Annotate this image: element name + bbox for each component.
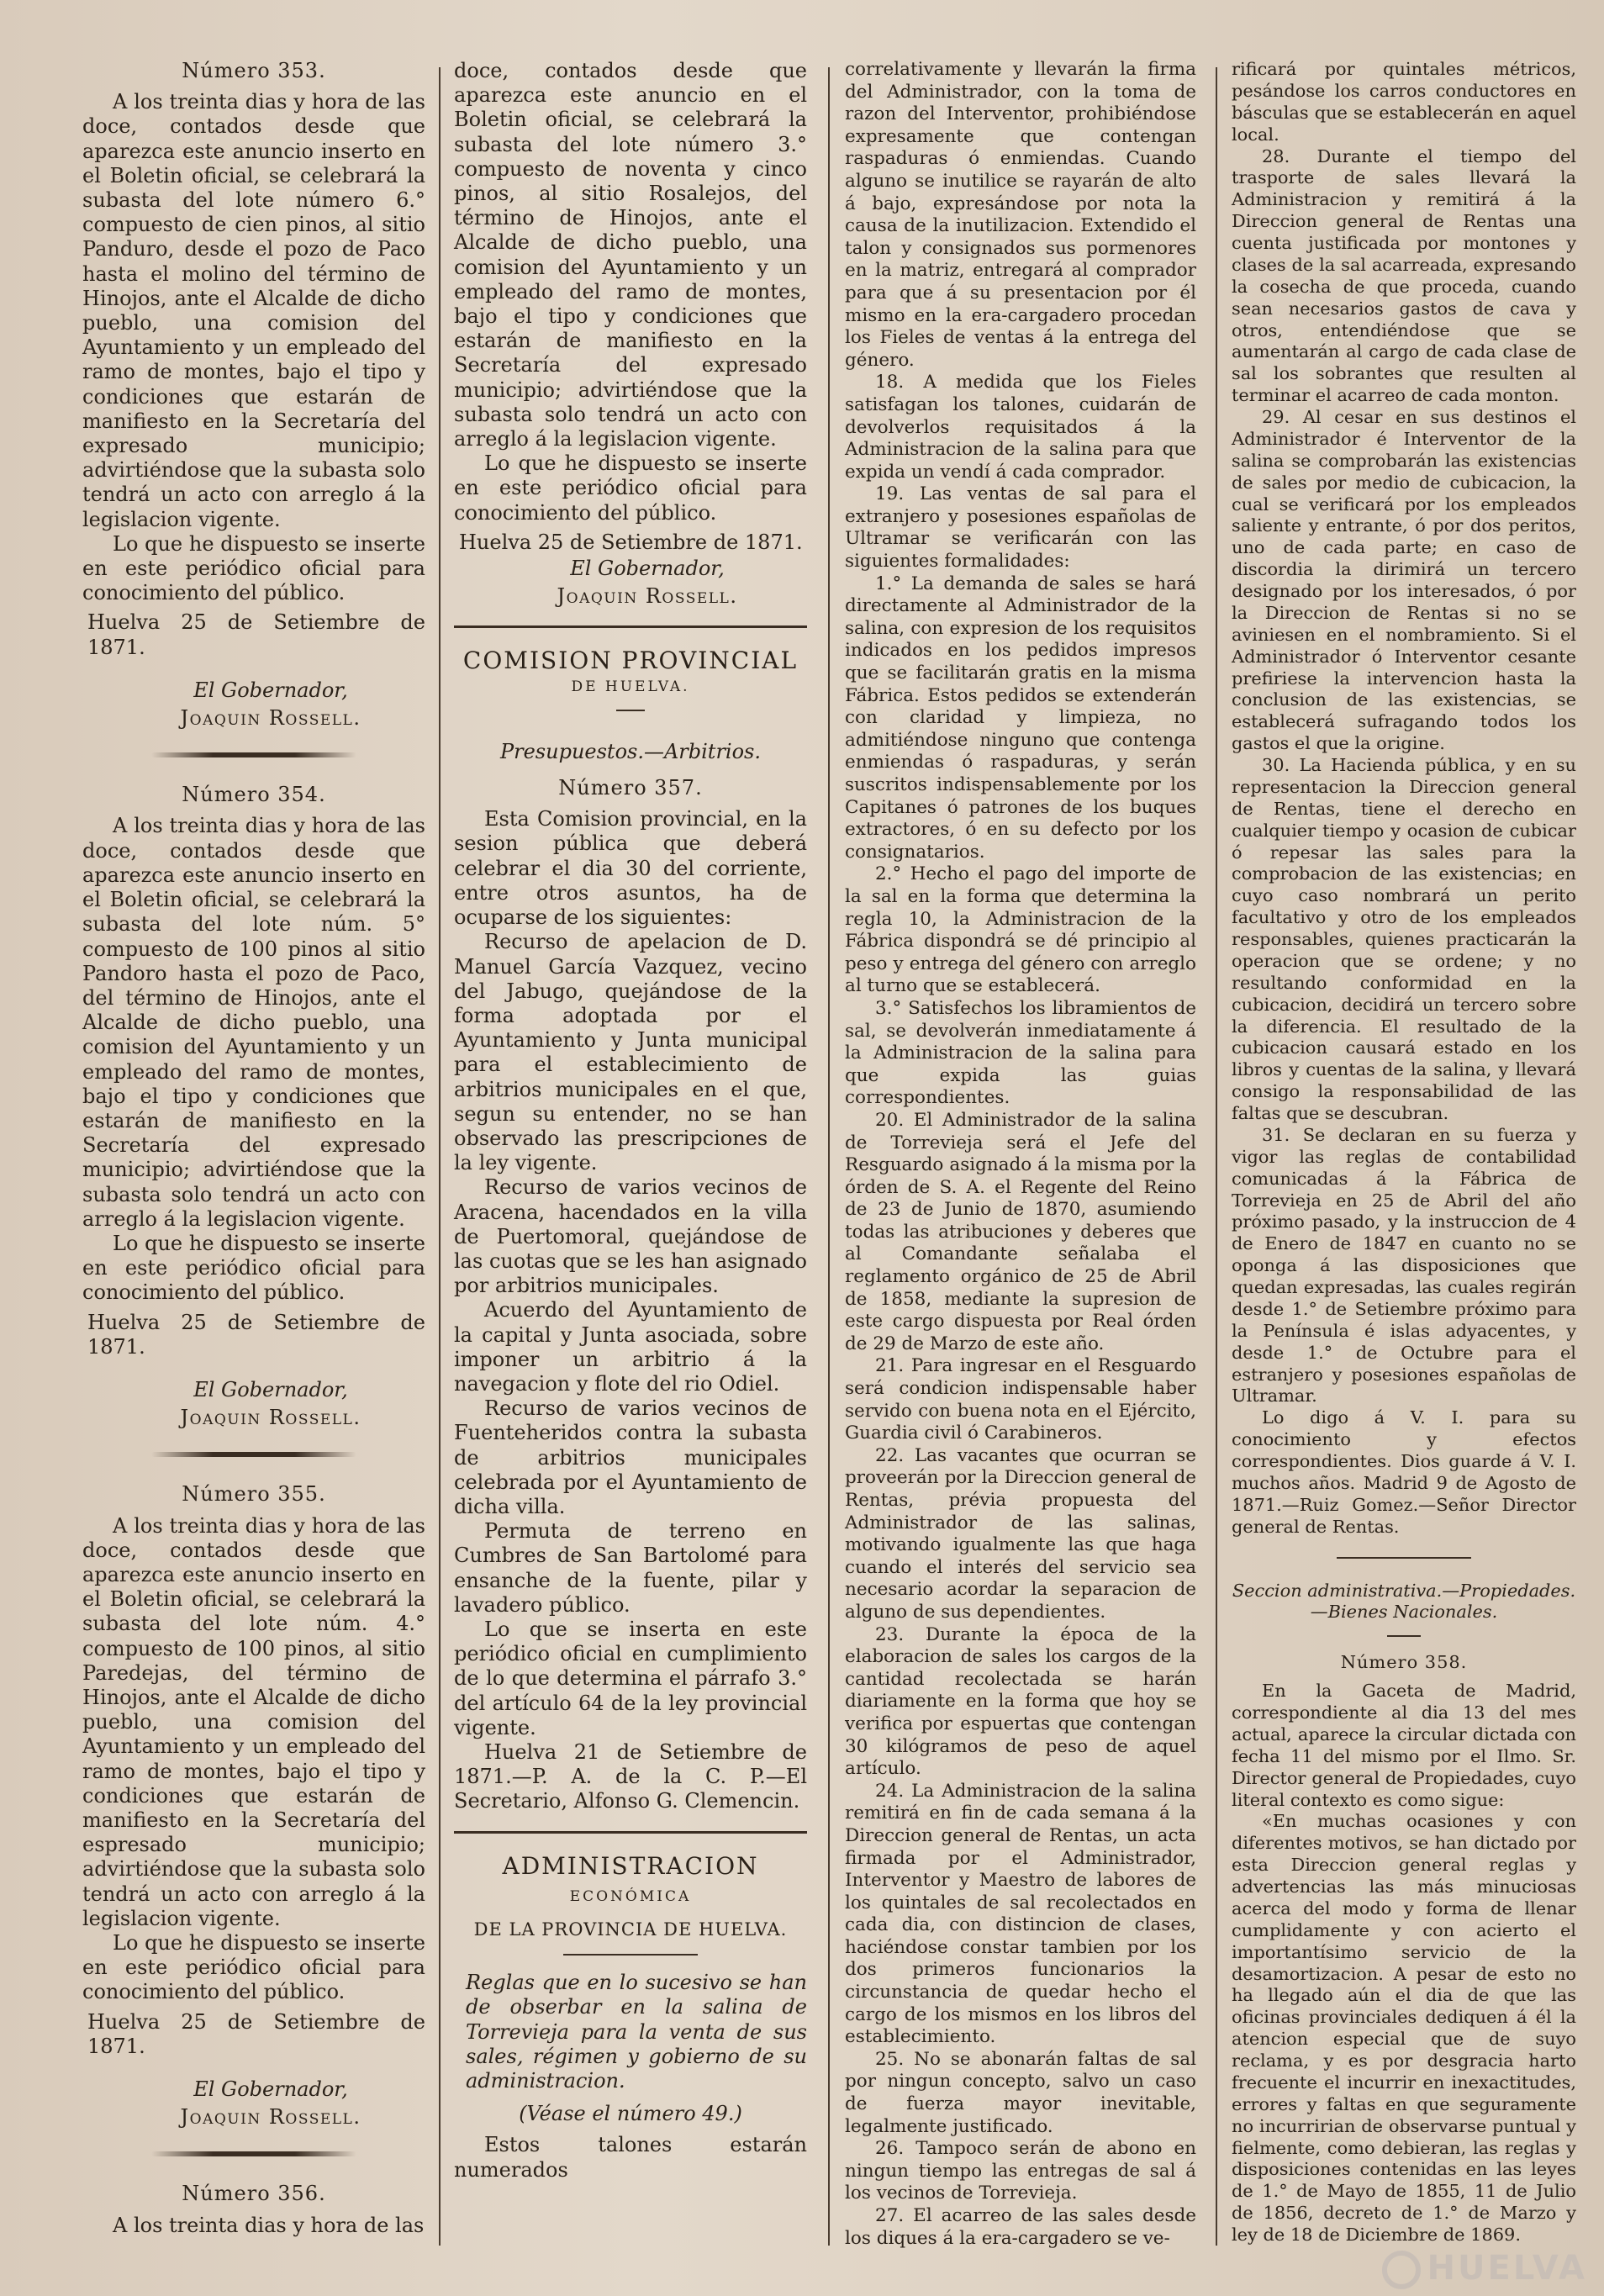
column-2 [454, 59, 807, 2271]
column-divider [828, 67, 830, 2246]
column-divider [439, 67, 441, 2246]
separator [151, 2151, 357, 2156]
section-rule [454, 625, 807, 628]
rule-paragraph: 24. La Administracion de la salina remitirá en fin de cada semana á la Direccion general de Rentas, un acta firmada por el Administrador, Interventor y Maestro de labores de los quintales de sal recolectados en cada dia, con distincion de clases, haciéndose constar tambien por los dos primeros funcionarios la circunstancia de quedar hecho el cargo de los mismos en los libros del establecimiento. [845, 1780, 1196, 2048]
column-1 [82, 59, 425, 2271]
rule-paragraph: 30. La Hacienda pública, y en su representacion la Direccion general de Rentas, tiene el derecho en cualquier tiempo y ocasion de cubicar ó repesar las sales para la comprobacion de las existencias; en cuyo caso nombrará un perito facultativo y otro de los empleados responsables, quienes practicarán la operacion que se ordene; y no resultando conformidad en la cubicacion, decidirá un tercero sobre la diferencia. El resultado de la cubicacion causará estado en los libros y cuentas de la salina, y llevará consigo la responsabilidad de las faltas que se descubran. [1232, 755, 1576, 1123]
notice-number: Número 358. [1340, 1652, 1468, 1673]
column-3 [845, 59, 1196, 2271]
rule-paragraph: 3.° Satisfechos los libramientos de sal, se devolverán inmediatamente á la Administracion de la salina para que expida las guias correspondientes. [845, 997, 1196, 1109]
rule-paragraph: 23. Durante la época de la elaboracion de sales los cargos de la cantidad recolectada se harán diariamente en la forma que hoy se verifica por espuertas que contengan 30 kilógramos de peso de aquel artículo. [845, 1623, 1196, 1780]
short-rule [1337, 1557, 1471, 1559]
notice-number: Número 354. [182, 783, 326, 807]
watermark-text: HUELVA [1427, 2249, 1587, 2288]
short-rule [563, 1954, 698, 1956]
subsection-title: Presupuestos.—Arbitrios. [499, 739, 761, 763]
notice-body: A los treinta dias y hora de las doce, contados desde que aparezca este anuncio inserto en el Boletin oficial, se celebrará la subasta del lote núm. 4.° compuesto de 100 pinos, al sitio Paredejas, del término de Hinojos, ante el Alcalde de dicho pueblo, una comision del Ayuntamiento y un empleado del ramo de montes, bajo el tipo y condiciones que estarán de manifiesto en la Secretaría del espresado municipio; advirtiéndose que la subasta solo tendrá un acto con arreglo á la legislacion vigente. [82, 1513, 425, 1930]
rule-paragraph: 26. Tampoco serán de abono en ningun tiempo las entregas de sal á los vecinos de Torrevieja. [845, 2138, 1196, 2204]
separator [151, 1452, 357, 1457]
library-watermark [1382, 2249, 1587, 2289]
section-title: ADMINISTRACION [502, 1851, 759, 1880]
notice-publish: Lo que he dispuesto se inserte en este periódico oficial para conocimiento del público. [82, 1231, 425, 1305]
rule-paragraph: Lo digo á V. I. para su conocimiento y efectos correspondientes. Dios guarde á V. I. muchos años. Madrid 9 de Agosto de 1871.—Ruiz Gomez.—Señor Director general de Rentas. [1232, 1407, 1576, 1537]
notice-date: Huelva 25 de Setiembre de 1871. [87, 2009, 425, 2058]
rule-paragraph: 29. Al cesar en sus destinos el Administrador é Interventor de la salina se comprobarán las existencias de sales por medio de cubicacion, la cual se verificará por los empleados saliente y entrante, ó por dos peritos, uno de cada parte; en caso de discordia la dirimirá un tercero designado por los interesados, ó por la Direccion de Rentas si no se aviniesen en el nombramiento. Si el Administrador ó Interventor cesante prefiriese la intervencion hasta la conclusion de las existencias, se establecerá sufragando todos los gastos el que la origine. [1232, 407, 1576, 754]
notice-publish: Lo que he dispuesto se inserte en este periódico oficial para conocimiento del público. [454, 451, 807, 525]
rules-title: Reglas que en lo sucesivo se han de obserbar en la salina de Torrevieja para la venta de sus sales, régimen y gobierno de su administracion. [466, 1971, 807, 2093]
notice-date: Huelva 21 de Setiembre de 1871.—P. A. de la C. P.—El Secretario, Alfonso G. Clemencin. [454, 1740, 807, 1813]
rule-paragraph: 25. No se abonarán faltas de sal por ningun concepto, salvo un caso de fuerza mayor inevitable, legalmente justificado. [845, 2048, 1196, 2137]
column-divider [1216, 67, 1217, 2246]
rule-paragraph: rificará por quintales métricos, pesándose los carros conductores en básculas que se establecerán en aquel local. [1232, 59, 1576, 145]
rule-paragraph: 1.° La demanda de sales se hará directamente al Administrador de la salina, con expresion de los requisitos indicados en los pedidos impresos que se facilitarán gratis en la misma Fábrica. Estos pedidos se extenderán con claridad y limpieza, no admitiéndose ninguno que contenga enmiendas ó raspaduras, y serán suscritos indispensablemente por los Capitanes ó patrones de los buques extractores, ó en su defecto por los consignatarios. [845, 573, 1196, 863]
agenda-item: Recurso de apelacion de D. Manuel García Vazquez, vecino del Jabugo, quejándose de la forma adoptada por el Ayuntamiento y Junta municipal para el establecimiento de arbitrios municipales en el que, segun su entender, no se han observado las prescripciones de la ley vigente. [454, 930, 807, 1175]
section-title: COMISION PROVINCIAL [462, 647, 799, 675]
notice-body: Esta Comision provincial, en la sesion pública que deberá celebrar el dia 30 del corriente, entre otros asuntos, ha de ocuparse de los siguientes: [454, 807, 807, 930]
rule-paragraph: 18. A medida que los Fieles satisfagan los talones, cuidarán de devolverlos requisitados á la Administracion de la salina para que expida un vendí á cada comprador. [845, 372, 1196, 483]
signature-role: El Gobernador, [570, 557, 725, 581]
agenda-item: Permuta de terreno en Cumbres de San Bartolomé para ensanche de la fuente, pilar y lavadero público. [454, 1519, 807, 1617]
rule-paragraph: 2.° Hecho el pago del importe de la sal en la forma que determina la regla 10, la Administracion de la Fábrica dispondrá se dé principio al peso y entrega del género con arreglo al turno que se establecerá. [845, 863, 1196, 997]
signature-role: El Gobernador, [193, 1377, 348, 1401]
signature-name: Joaquin Rossell. [180, 2105, 361, 2130]
notice-number: Número 356. [182, 2182, 326, 2206]
signature-name: Joaquin Rossell. [180, 1406, 361, 1430]
notice-body: «En muchas ocasiones y con diferentes motivos, se han dictado por esta Direccion general reglas y advertencias las más minuciosas acerca del modo y forma de llenar cumplidamente y con acierto el importantísimo servicio de la desamortizacion. A pesar de esto no ha llegado aún el dia de que las oficinas provinciales dediquen á él la atencion especial que de suyo reclama, y es por desgracia harto frecuente el incurrir en inexactitudes, errores y faltas en que seguramente no incurririan de observarse puntual y fielmente, como debieran, las reglas y disposiciones contenidas en las leyes de 1.° de Mayo de 1855, 11 de Julio de 1856, decreto de 1.° de Marzo y ley de 18 de Diciembre de 1869. [1232, 1811, 1576, 2245]
signature-role: El Gobernador, [193, 2077, 348, 2102]
section-subtitle: DE LA PROVINCIA DE HUELVA. [473, 1919, 788, 1940]
reference-note: (Véase el número 49.) [519, 2102, 742, 2126]
rule-paragraph: 28. Durante el tiempo del trasporte de sales llevará la Administracion y remitirá á la Direccion general de Rentas una cuenta justificada por montones y clases de la sal acarreada, expresando la cosecha de que proceda, cuando sean necesarios gastos de cava y otros, entendiéndose que se aumentarán al cargo de cada clase de sal los sobrantes que resulten al terminar el acarreo de cada monton. [1232, 145, 1576, 406]
notice-publish: Lo que he dispuesto se inserte en este periódico oficial para conocimiento del público. [82, 1931, 425, 2004]
section-heading: Seccion administrativa.—Propiedades.—Bienes Nacionales. [1232, 1580, 1576, 1623]
rule-paragraph: 20. El Administrador de la salina de Torrevieja será el Jefe del Resguardo asignado á la misma por la órden de S. A. el Regente del Reino de 23 de Junio de 1870, asumiendo todas las atribuciones y deberes que al Comandante señalaba el reglamento orgánico de 25 de Abril de 1858, mediante la supresion de este cargo dispuesta por Real órden de 29 de Marzo de este año. [845, 1109, 1196, 1354]
notice-body: En la Gaceta de Madrid, correspondiente al dia 13 del mes actual, aparece la circular dictada con fecha 11 del mismo por el Ilmo. Sr. Director general de Propiedades, cuyo literal contexto es como sigue: [1232, 1681, 1576, 1810]
section-subtitle: ECONÓMICA [569, 1887, 692, 1905]
notice-publish: Lo que se inserta en este periódico oficial en cumplimiento de lo que determina el párrafo 3.° del artículo 64 de la ley provincial vigente. [454, 1617, 807, 1739]
rule-paragraph: 22. Las vacantes que ocurran se proveerán por la Direccion general de Rentas, prévia propuesta del Administrador de las salinas, motivando igualmente las que haga cuando el interés del servicio sea necesario acordar la separacion de alguno de sus dependientes. [845, 1444, 1196, 1623]
signature-role: El Gobernador, [193, 678, 348, 702]
agenda-item: Acuerdo del Ayuntamiento de la capital y Junta asociada, sobre imponer un arbitrio á la navegacion y flote del rio Odiel. [454, 1298, 807, 1396]
notice-body: A los treinta dias y hora de las doce, contados desde que aparezca este anuncio inserto en el Boletin oficial, se celebrará la subasta del lote núm. 5° compuesto de 100 pinos al sitio Pandoro hasta el pozo de Paco, del término de Hinojos, ante el Alcalde de dicho pueblo, una comision del Ayuntamiento y un empleado del ramo de montes, bajo el tipo y condiciones que estarán de manifiesto en la Secretaría del expresado municipio; advirtiéndose que la subasta solo tendrá un acto con arreglo á la legislacion vigente. [82, 814, 425, 1231]
signature-name: Joaquin Rossell. [180, 706, 361, 731]
notice-date: Huelva 25 de Setiembre de 1871. [87, 610, 425, 659]
notice-body: A los treinta dias y hora de las doce, contados desde que aparezca este anuncio inserto en el Boletin oficial, se celebrará la subasta del lote número 6.° compuesto de cien pinos, al sitio Panduro, desde el pozo de Paco hasta el molino del término de Hinojos, ante el Alcalde de dicho pueblo, una comision del Ayuntamiento y un empleado del ramo de montes, bajo el tipo y condiciones que estarán de manifiesto en la Secretaría del expresado municipio; advirtiéndose que la subasta solo tendrá un acto con arreglo á la legislacion vigente. [82, 90, 425, 531]
separator [151, 752, 357, 757]
rule-paragraph: correlativamente y llevarán la firma del Administrador, con la toma de razon del Interventor, prohibiéndose expresamente que contengan raspaduras ó enmiendas. Cuando alguno se inutilice se rayarán de alto á bajo, expresándose por nota la causa de la inutilizacion. Extendido el talon y consignados sus pormenores en la matriz, entregará al comprador para que á su presentacion por él mismo en la era-cargadero procedan los Fieles de ventas á la entrega del género. [845, 59, 1196, 371]
notice-body: A los treinta dias y hora de las [113, 2213, 425, 2237]
signature-name: Joaquin Rossell. [557, 584, 738, 609]
notice-publish: Lo que he dispuesto se inserte en este periódico oficial para conocimiento del público. [82, 531, 425, 605]
rule-paragraph: 31. Se declaran en su fuerza y vigor las reglas de contabilidad comunicadas á la Fábrica de Torrevieja en 25 de Abril del año próximo pasado, y la instruccion de 4 de Enero de 1847 en cuanto no se oponga á las disposiciones que quedan expresadas, las cuales regirán desde 1.° de Setiembre próximo para la Península é islas adyacentes, y desde 1.° de Octubre para el estranjero y posesiones españolas de Ultramar. [1232, 1124, 1576, 1407]
section-rule [454, 1831, 807, 1834]
column-4 [1232, 59, 1576, 2271]
short-rule [1387, 1635, 1421, 1637]
notice-body: doce, contados desde que aparezca este anuncio en el Boletin oficial, se celebrará la subasta del lote número 3.° compuesto de noventa y cinco pinos, al sitio Rosalejos, del término de Hinojos, ante el Alcalde de dicho pueblo, una comision del Ayuntamiento y un empleado del ramo de montes, bajo el tipo y condiciones que estarán de manifiesto en la Secretaría del expresado municipio; advirtiéndose que la subasta solo tendrá un acto con arreglo á la legislacion vigente. [454, 59, 807, 451]
rule-paragraph: 27. El acarreo de las sales desde los diques á la era-cargadero se ve- [845, 2205, 1196, 2249]
agenda-item: Recurso de varios vecinos de Fuenteheridos contra la subasta de arbitrios municipales celebrada por el Ayuntamiento de dicha villa. [454, 1396, 807, 1518]
notice-date: Huelva 25 de Setiembre de 1871. [459, 530, 803, 554]
rule-paragraph: 19. Las ventas de sal para el extranjero y posesiones españolas de Ultramar se verificarán con las siguientes formalidades: [845, 483, 1196, 573]
notice-number: Número 353. [182, 59, 326, 82]
notice-body: Estos talones estarán numerados [454, 2133, 807, 2182]
rule-paragraph: 21. Para ingresar en el Resguardo será condicion indispensable haber servido con buena nota en el Ejército, Guardia civil ó Carabineros. [845, 1355, 1196, 1444]
notice-number: Número 357. [558, 776, 703, 800]
agenda-item: Recurso de varios vecinos de Aracena, hacendados en la villa de Puertomoral, quejándose de las cuotas que se les han asignado por arbitrios municipales. [454, 1175, 807, 1298]
short-rule [616, 710, 645, 711]
notice-number: Número 355. [182, 1482, 326, 1507]
watermark-logo-icon [1382, 2251, 1421, 2289]
section-subtitle: DE HUELVA. [571, 678, 690, 695]
notice-date: Huelva 25 de Setiembre de 1871. [87, 1310, 425, 1359]
